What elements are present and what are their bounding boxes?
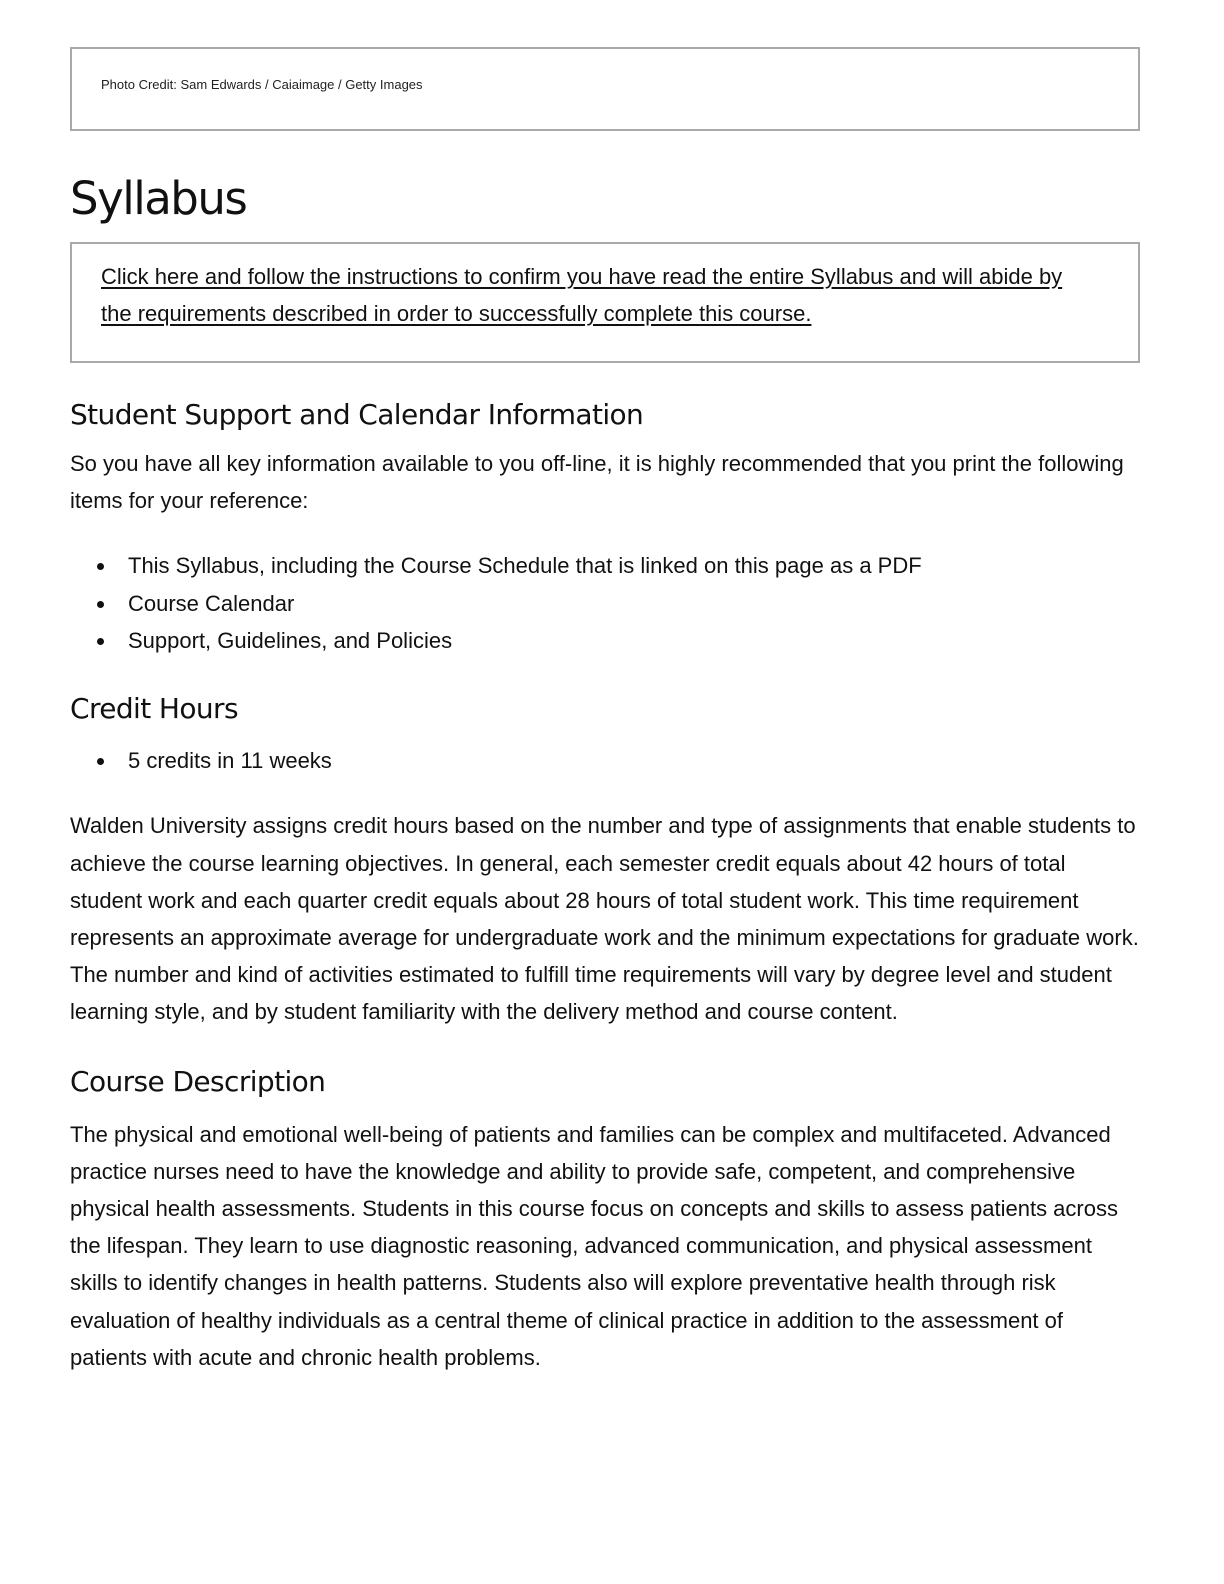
photo-credit-text: Photo Credit: Sam Edwards / Caiaimage / Getty Images	[101, 77, 423, 92]
syllabus-page	[70, 47, 1140, 1376]
list-item: Course Calendar	[70, 585, 1140, 623]
photo-credit-box	[70, 47, 1140, 131]
list-item: 5 credits in 11 weeks	[70, 742, 1140, 780]
support-intro-paragraph: So you have all key information available to you off-line, it is highly recommended that you print the following items for your reference:	[70, 451, 1124, 514]
list-item: Support, Guidelines, and Policies	[70, 622, 1140, 660]
page-title: Syllabus	[70, 172, 247, 225]
credit-hours-list	[70, 742, 1140, 780]
print-items-list	[70, 547, 1140, 660]
credit-hours-paragraph: Walden University assigns credit hours based on the number and type of assignments that enable students to achieve the course learning objectives. In general, each semester credit equals about 42 hours of total student work and each quarter credit equals about 28 hours of total student work. This time requirement represents an approximate average for undergraduate work and the minimum expectations for graduate work. The number and kind of activities estimated to fulfill time requirements will vary by degree level and student learning style, and by student familiarity with the delivery method and course content.	[70, 813, 1139, 1025]
confirm-syllabus-link[interactable]: Click here and follow the instructions to confirm you have read the entire Syllabus and will abide by the requirements described in order to successfully complete this course.	[101, 264, 1063, 326]
course-description-paragraph: The physical and emotional well-being of patients and families can be complex and multifaceted. Advanced practice nurses need to have the knowledge and ability to provide safe, competent, and comprehensive physical health assessments. Students in this course focus on concepts and skills to assess patients across the lifespan. They learn to use diagnostic reasoning, advanced communication, and physical assessment skills to identify changes in health patterns. Students also will explore preventative health through risk evaluation of healthy individuals as a central theme of clinical practice in addition to the assessment of patients with acute and chronic health problems.	[70, 1121, 1118, 1370]
course-description-heading: Course Description	[70, 1064, 326, 1098]
support-section-heading: Student Support and Calendar Information	[70, 398, 644, 431]
credit-hours-heading: Credit Hours	[70, 691, 238, 725]
list-item: This Syllabus, including the Course Schedule that is linked on this page as a PDF	[70, 547, 1140, 585]
confirmation-notice-box	[70, 242, 1140, 363]
